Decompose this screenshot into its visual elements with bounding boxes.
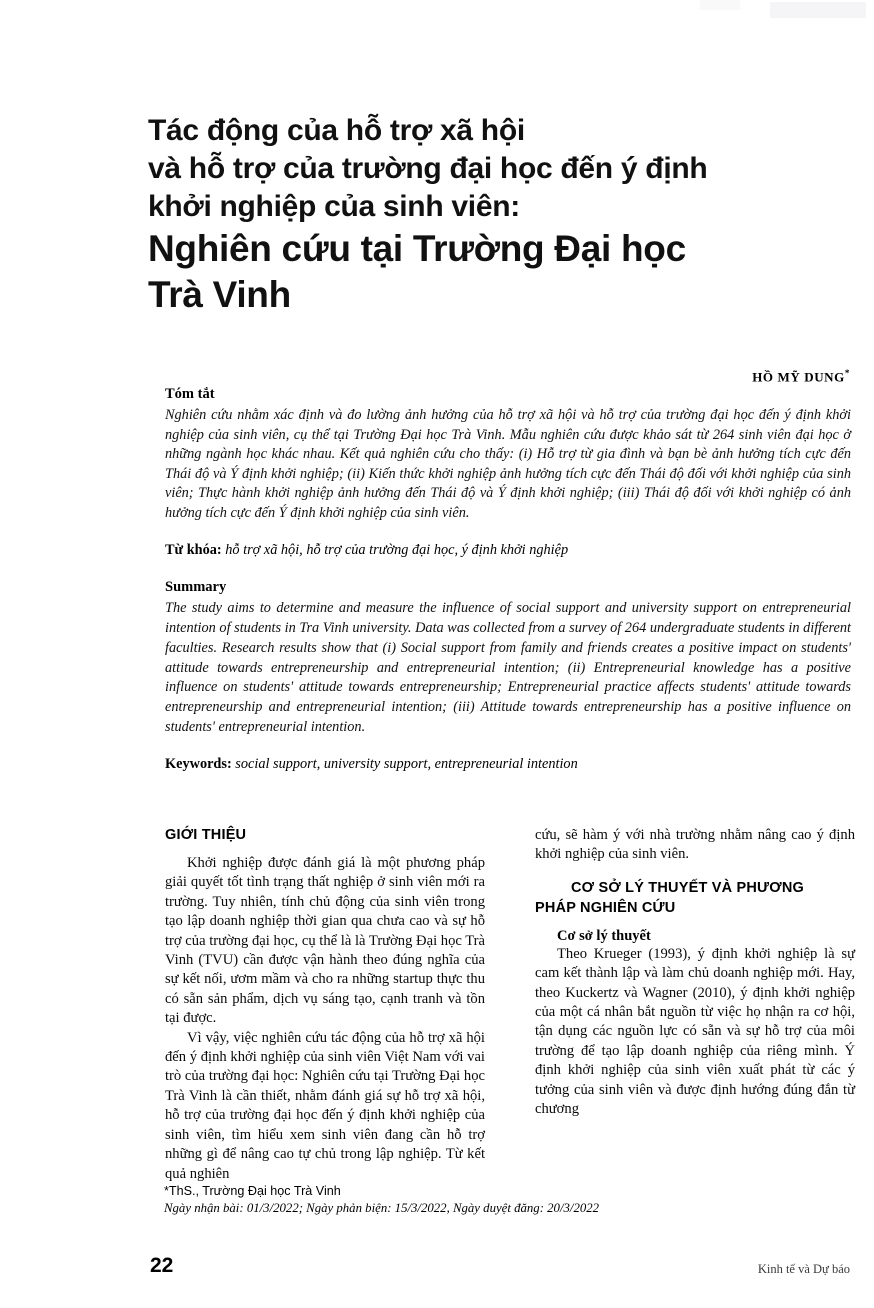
- abstract-en-heading: Summary: [165, 579, 227, 596]
- subheading-theory-basis: Cơ sở lý thuyết: [557, 927, 651, 944]
- keywords-vi-label: Từ khóa:: [165, 541, 222, 558]
- title-line-1: Tác động của hỗ trợ xã hội: [148, 114, 525, 147]
- author-name: [752, 368, 850, 385]
- spacer: [535, 865, 855, 879]
- keywords-vi: [165, 541, 851, 561]
- column-right: [535, 826, 855, 1119]
- keywords-en-value: social support, university support, entrepreneurial intention: [235, 755, 578, 772]
- subtitle-line-1: Nghiên cứu tại Trường Đại học: [148, 228, 686, 269]
- heading-theory-line-1: CƠ SỞ LÝ THUYẾT VÀ PHƯƠNG: [571, 879, 804, 896]
- page-title: [148, 112, 854, 318]
- footnote-affiliation: *ThS., Trường Đại học Trà Vinh: [164, 1184, 341, 1198]
- heading-introduction: GIỚI THIỆU: [165, 827, 247, 843]
- abstract-vi-body: Nghiên cứu nhằm xác định và đo lường ảnh hưởng của hỗ trợ xã hội và hỗ trợ của trường đại học đến ý định khởi nghiệp của sinh viên, cụ thể tại Trường Đại học Trà Vinh. Mẫu nghiên cứu được khảo sát từ 264 sinh viên đại học ở những ngành học khác nhau. Kết quả nghiên cứu cho thấy: (i) Hỗ trợ từ gia đình và bạn bè ảnh hưởng tích cực đến Thái độ và Ý định khởi nghiệp; (ii) Kiến thức khởi nghiệp ảnh hưởng tích cực đến Thái độ đối với khởi nghiệp của sinh viên; Thực hành khởi nghiệp ảnh hưởng đến Thái độ và Ý định khởi nghiệp; (iii) Thái độ đối với khởi nghiệp có ảnh hưởng tích cực đến Ý định khởi nghiệp của sinh viên.: [165, 407, 851, 521]
- spacer: [165, 560, 851, 579]
- abstract-en-body: The study aims to determine and measure the influence of social support and university support on entrepreneurial intention of students in Tra Vinh university. Data was collected from a survey of 264 undergraduate students in different faculties. Research results show that (i) Social support from family and friends creates a positive impact on students' attitude towards entrepreneurship and entrepreneurial intention; (ii) Entrepreneurial knowledge has a positive influence on students' attitude towards entrepreneurship; Entrepreneurial practice affects students' attitude towards entrepreneurship and entrepreneurial intention; (iii) Attitude towards entrepreneurship has a positive influence on students' entrepreneurial intention.: [165, 600, 851, 735]
- title-line-3: khởi nghiệp của sinh viên:: [148, 190, 520, 223]
- page-number: 22: [150, 1254, 174, 1277]
- abstract-vi-heading: Tóm tắt: [165, 386, 215, 402]
- intro-paragraph-1: Khởi nghiệp được đánh giá là một phương pháp giải quyết tốt tình trạng thất nghiệp ở sinh viên mới ra trường. Tuy nhiên, tính chủ động của sinh viên trong tạo lập doanh nghiệp thời gian qua chưa cao và sự hỗ trợ của trường đại học, cụ thể là là Trường Đại học Trà Vinh (TVU) cần được vận hành theo đúng nghĩa của sự kết nối, ươm mầm và cho ra những startup thực thu có sẵn sản phẩm, dịch vụ sáng tạo, cạnh tranh và tồn tại được.: [165, 855, 485, 1027]
- heading-theory-line-2: PHÁP NGHIÊN CỨU: [535, 899, 676, 916]
- title-line-2: và hỗ trợ của trường đại học đến ý định: [148, 152, 708, 185]
- body-columns: [165, 826, 855, 1182]
- keywords-en: [165, 755, 851, 775]
- intro-paragraph-2: Vì vậy, việc nghiên cứu tác động của hỗ trợ xã hội đến ý định khởi nghiệp của sinh viên Việt Nam với vai trò của trường đại học: Nghiên cứu tại Trường Đại học Trà Vinh là cần thiết, nhằm đánh giá sự hỗ trợ xã hội, hỗ trợ của trường đại học đến ý định khởi nghiệp của sinh viên, tìm hiểu xem sinh viên đang cần hỗ trợ những gì để nâng cao tự chủ trong lập nghiệp. Từ kết quả nghiên: [165, 1029, 485, 1182]
- keywords-en-label: Keywords:: [165, 755, 232, 772]
- footnote-block: [164, 1183, 764, 1216]
- scan-artifact: [770, 2, 866, 18]
- column-left: [165, 826, 485, 1184]
- author-label: HỒ MỸ DUNG: [752, 369, 845, 385]
- scan-artifact-secondary: [700, 0, 740, 10]
- journal-name: Kinh tế và Dự báo: [757, 1262, 850, 1276]
- subtitle-line-2: Trà Vinh: [148, 274, 291, 315]
- theory-paragraph-1: Theo Krueger (1993), ý định khởi nghiệp là sự cam kết thành lập và làm chủ doanh nghiệp mới. Hay, theo Kuckertz và Wagner (2010), ý định khởi nghiệp của một cá nhân bắt nguồn từ việc họ nhận ra cơ hội, tận dụng các nguồn lực có sẵn và sự hỗ trợ của môi trường để tạo lập doanh nghiệp của riêng mình. Ý định khởi nghiệp của sinh viên xuất phát từ các ý tưởng của sinh viên và được định hướng đúng đắn từ chương: [535, 945, 855, 1118]
- keywords-vi-value: hỗ trợ xã hội, hỗ trợ của trường đại học, ý định khởi nghiệp: [225, 541, 569, 558]
- abstract-section: [165, 386, 851, 774]
- author-footnote-mark: *: [844, 368, 850, 378]
- intro-paragraph-2-continued: cứu, sẽ hàm ý với nhà trường nhằm nâng cao ý định khởi nghiệp của sinh viên.: [535, 827, 855, 863]
- footnote-dates: Ngày nhận bài: 01/3/2022; Ngày phản biện: 15/3/2022, Ngày duyệt đăng: 20/3/2022: [164, 1201, 600, 1215]
